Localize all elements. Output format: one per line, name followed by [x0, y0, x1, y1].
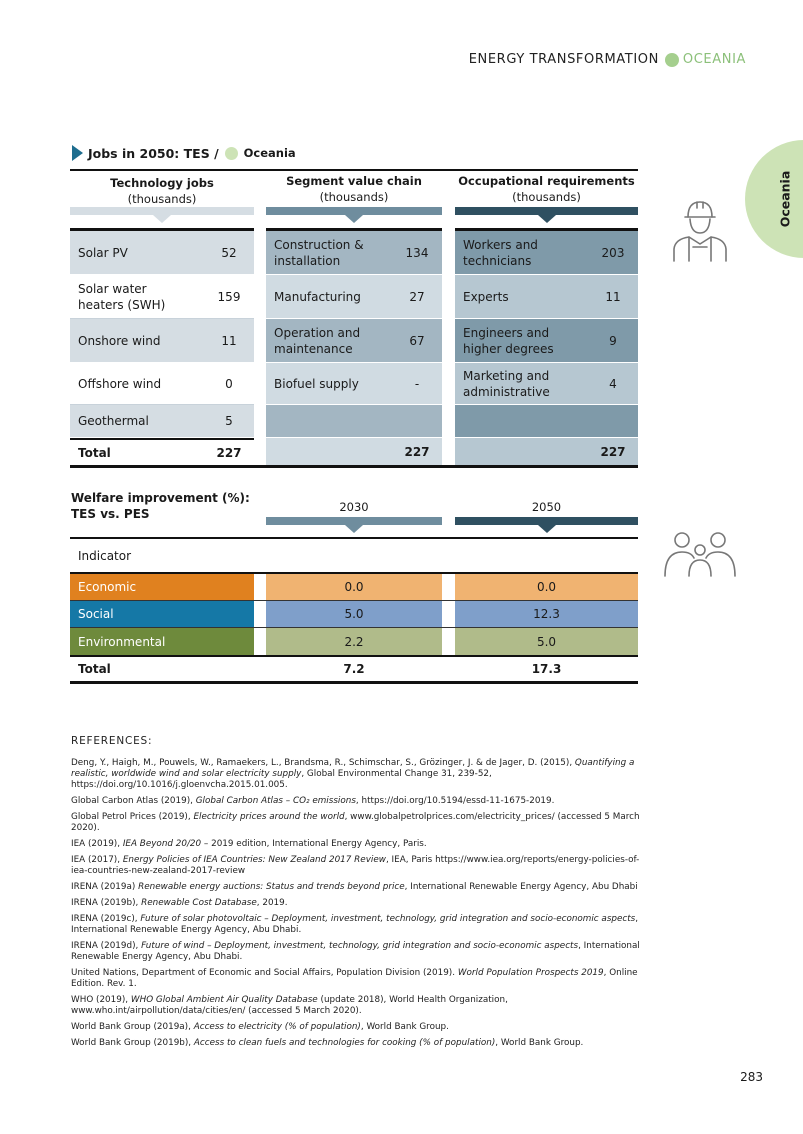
reference-text: WHO (2019),	[71, 995, 131, 1005]
tech-value: 11	[221, 333, 237, 348]
col-header-occupational	[455, 173, 638, 205]
reference-item	[71, 995, 651, 1017]
reference-text: , Global Environmental Change 31, 239-52, https://doi.org/10.1016/j.gloenvcha.2015.01.005.	[71, 769, 492, 790]
reference-text: , International Renewable Energy Agency, Abu Dhabi.	[71, 941, 640, 962]
region-side-tab-label: Oceania	[777, 170, 793, 228]
table-top-rule	[70, 169, 638, 171]
indicator-label: Environmental	[78, 634, 166, 649]
economic-2030	[266, 574, 442, 600]
social-2030	[266, 601, 442, 627]
segment-row	[266, 275, 442, 319]
occupational-total-value: 227	[600, 444, 626, 459]
tech-row	[70, 405, 254, 438]
people-group-icon	[662, 530, 738, 578]
indicator-environmental	[70, 628, 254, 655]
tech-total-row	[70, 440, 254, 465]
section-region: OCEANIA	[682, 52, 746, 67]
reference-text: , IEA, Paris https://www.iea.org/reports/energy-policies-of-iea-countries-new-zealand-2017-review	[71, 855, 640, 876]
reference-item	[71, 1022, 651, 1033]
welfare-total-value: 17.3	[531, 662, 562, 676]
col-title: Occupational requirements	[458, 174, 635, 188]
reference-text: IEA (2019),	[71, 839, 123, 849]
occupational-label: Experts	[463, 289, 509, 304]
reference-title: Access to clean fuels and technologies for cooking (% of population)	[193, 1038, 496, 1048]
jobs-title-region: Oceania	[243, 146, 296, 160]
segment-value: 134	[405, 245, 429, 260]
occupational-value: 4	[609, 376, 617, 391]
reference-text: IRENA (2019c),	[71, 914, 141, 924]
occupational-value: 11	[605, 289, 621, 304]
col-unit: (thousands)	[512, 190, 581, 204]
col-unit: (thousands)	[127, 192, 197, 206]
reference-title: Future of solar photovoltaic – Deployment, investment, technology, grid integration and socio-economic aspects	[140, 914, 636, 924]
references	[71, 736, 651, 1054]
col-header-segment	[266, 173, 442, 205]
tech-value: 0	[225, 376, 233, 391]
welfare-value: 5.0	[344, 607, 364, 621]
segment-row	[266, 319, 442, 363]
reference-text: World Bank Group (2019a),	[71, 1022, 194, 1032]
welfare-title-line1: Welfare improvement (%):	[71, 491, 250, 505]
segment-row	[266, 231, 442, 275]
references-list	[71, 758, 651, 1049]
welfare-title	[71, 490, 250, 522]
occupational-total-row	[455, 438, 638, 465]
reference-text: , www.globalpetrolprices.com/electricity_prices/ (accessed 5 March 2020).	[71, 812, 640, 833]
year-label: 2030	[339, 500, 369, 514]
tech-total-value: 227	[216, 445, 242, 460]
occupational-label: Engineers and higher degrees	[463, 325, 554, 356]
year-label: 2050	[531, 500, 562, 514]
environmental-2030	[266, 628, 442, 655]
reference-item	[71, 898, 651, 909]
reference-item	[71, 968, 651, 990]
indicator-label: Indicator	[78, 549, 132, 563]
col-header-technology	[70, 175, 254, 207]
reference-title: WHO Global Ambient Air Quality Database	[130, 995, 318, 1005]
col-title: Segment value chain	[286, 174, 422, 188]
reference-item	[71, 855, 651, 877]
year-2030-header	[266, 499, 442, 515]
segment-row-empty	[266, 405, 442, 438]
reference-item	[71, 812, 651, 834]
reference-text: United Nations, Department of Economic and Social Affairs, Population Division (2019).	[71, 968, 458, 978]
reference-title: World Population Prospects 2019	[457, 968, 604, 978]
reference-text: , https://doi.org/10.5194/essd-11-1675-2019.	[355, 796, 555, 806]
occupational-row-empty	[455, 405, 638, 438]
section-title: ENERGY TRANSFORMATION	[468, 52, 659, 67]
region-dot-icon	[225, 147, 238, 160]
occupational-row	[455, 363, 638, 405]
welfare-value: 0.0	[344, 580, 364, 594]
occupational-value: 203	[601, 245, 625, 260]
reference-title: Electricity prices around the world	[193, 812, 345, 822]
reference-text: , World Bank Group.	[360, 1022, 449, 1032]
segment-label: Biofuel supply	[274, 376, 359, 391]
segment-value: -	[414, 376, 420, 391]
welfare-total-value: 7.2	[343, 662, 365, 676]
reference-text: – 2019 edition, International Energy Agency, Paris.	[201, 839, 427, 849]
tech-label: Offshore wind	[78, 376, 162, 391]
tech-value: 52	[221, 245, 237, 260]
reference-item	[71, 914, 651, 936]
total-label: Total	[78, 445, 111, 460]
tech-header-bar	[70, 207, 254, 215]
segment-label: Manufacturing	[274, 289, 361, 304]
region-side-tab[interactable]	[745, 140, 803, 258]
reference-item	[71, 882, 651, 893]
reference-text: , 2019.	[256, 898, 288, 908]
tech-label: Onshore wind	[78, 333, 161, 348]
indicator-header	[70, 540, 254, 572]
welfare-value: 2.2	[344, 634, 364, 649]
welfare-total-2030	[266, 657, 442, 681]
page-number: 283	[740, 1070, 763, 1084]
indicator-label: Social	[78, 607, 114, 621]
tech-label: Solar water heaters (SWH)	[78, 281, 166, 312]
tech-label: Solar PV	[78, 245, 128, 260]
region-dot-icon	[665, 53, 679, 67]
reference-text: IEA (2017),	[71, 855, 123, 865]
reference-text: , World Bank Group.	[495, 1038, 584, 1048]
tech-row	[70, 363, 254, 405]
play-triangle-icon	[72, 145, 83, 161]
jobs-title	[72, 145, 296, 161]
segment-total-value: 227	[404, 444, 430, 459]
occupational-label: Workers and technicians	[463, 237, 538, 268]
reference-text: Deng, Y., Haigh, M., Pouwels, W., Ramaekers, L., Brandsma, R., Schimschar, S., Grözinger, J. & de Jager, D. (2015),	[71, 758, 575, 768]
rule	[70, 681, 638, 684]
year-2050-bar	[455, 517, 638, 525]
segment-label: Construction & installation	[274, 237, 364, 268]
welfare-total-2050	[455, 657, 638, 681]
indicator-economic	[70, 574, 254, 600]
tech-value: 159	[217, 289, 241, 304]
reference-text: , Online Edition. Rev. 1.	[71, 968, 638, 989]
reference-item	[71, 941, 651, 963]
environmental-2050	[455, 628, 638, 655]
segment-value: 67	[409, 333, 425, 348]
year-2030-bar	[266, 517, 442, 525]
table-bottom-rule	[70, 465, 638, 468]
reference-item	[71, 1038, 651, 1049]
segment-total-row	[266, 438, 442, 465]
occupational-row	[455, 231, 638, 275]
occupational-header-bar	[455, 207, 638, 215]
reference-item	[71, 758, 651, 791]
segment-row	[266, 363, 442, 405]
reference-text: , International Renewable Energy Agency, Abu Dhabi.	[71, 914, 639, 935]
references-heading: REFERENCES:	[71, 735, 153, 747]
reference-item	[71, 839, 651, 850]
reference-title: Future of wind – Deployment, investment, technology, grid integration and socio-economic aspects	[141, 941, 579, 951]
welfare-value: 12.3	[533, 607, 560, 621]
reference-text: (update 2018), World Health Organization, www.who.int/airpollution/data/cities/en/ (accessed 5 March 2020).	[71, 995, 508, 1016]
reference-title: IEA Beyond 20/20	[122, 839, 202, 849]
reference-title: Quantifying a realistic, worldwide wind and solar electricity supply	[71, 758, 635, 779]
reference-title: Access to electricity (% of population)	[193, 1022, 361, 1032]
reference-title: Renewable Cost Database	[141, 898, 257, 908]
reference-text: , International Renewable Energy Agency, Abu Dhabi	[404, 882, 638, 892]
col-unit: (thousands)	[319, 190, 389, 204]
tech-label: Geothermal	[78, 414, 149, 428]
tech-value: 5	[225, 414, 233, 428]
social-2050	[455, 601, 638, 627]
occupational-value: 9	[609, 333, 617, 348]
tech-row	[70, 231, 254, 275]
segment-header-bar	[266, 207, 442, 215]
reference-item	[71, 796, 651, 807]
reference-title: Renewable energy auctions: Status and trends beyond price	[138, 882, 405, 892]
occupational-row	[455, 319, 638, 363]
reference-text: IRENA (2019a)	[71, 882, 139, 892]
tech-row	[70, 319, 254, 363]
total-label: Total	[78, 662, 111, 676]
segment-value: 27	[409, 289, 425, 304]
occupational-label: Marketing and administrative	[463, 368, 550, 399]
year-2050-header	[455, 499, 638, 515]
welfare-value: 0.0	[536, 580, 557, 594]
worker-icon	[671, 197, 729, 263]
indicator-social	[70, 601, 254, 627]
welfare-value: 5.0	[536, 634, 557, 649]
economic-2050	[455, 574, 638, 600]
welfare-title-line2: TES vs. PES	[71, 507, 150, 521]
reference-text: IRENA (2019b),	[71, 898, 142, 908]
section-header	[469, 52, 746, 67]
reference-title: Global Carbon Atlas – CO₂ emissions	[195, 796, 356, 806]
welfare-total-label	[70, 657, 254, 681]
occupational-row	[455, 275, 638, 319]
jobs-title-text: Jobs in 2050: TES /	[88, 145, 219, 161]
tech-row	[70, 275, 254, 319]
reference-text: IRENA (2019d),	[71, 941, 142, 951]
reference-text: Global Petrol Prices (2019),	[71, 812, 194, 822]
reference-text: World Bank Group (2019b),	[71, 1038, 194, 1048]
rule	[70, 537, 638, 539]
reference-text: Global Carbon Atlas (2019),	[71, 796, 196, 806]
segment-label: Operation and maintenance	[274, 325, 361, 356]
indicator-label: Economic	[78, 580, 137, 594]
reference-title: Energy Policies of IEA Countries: New Zealand 2017 Review	[122, 855, 386, 865]
col-title: Technology jobs	[110, 176, 214, 190]
